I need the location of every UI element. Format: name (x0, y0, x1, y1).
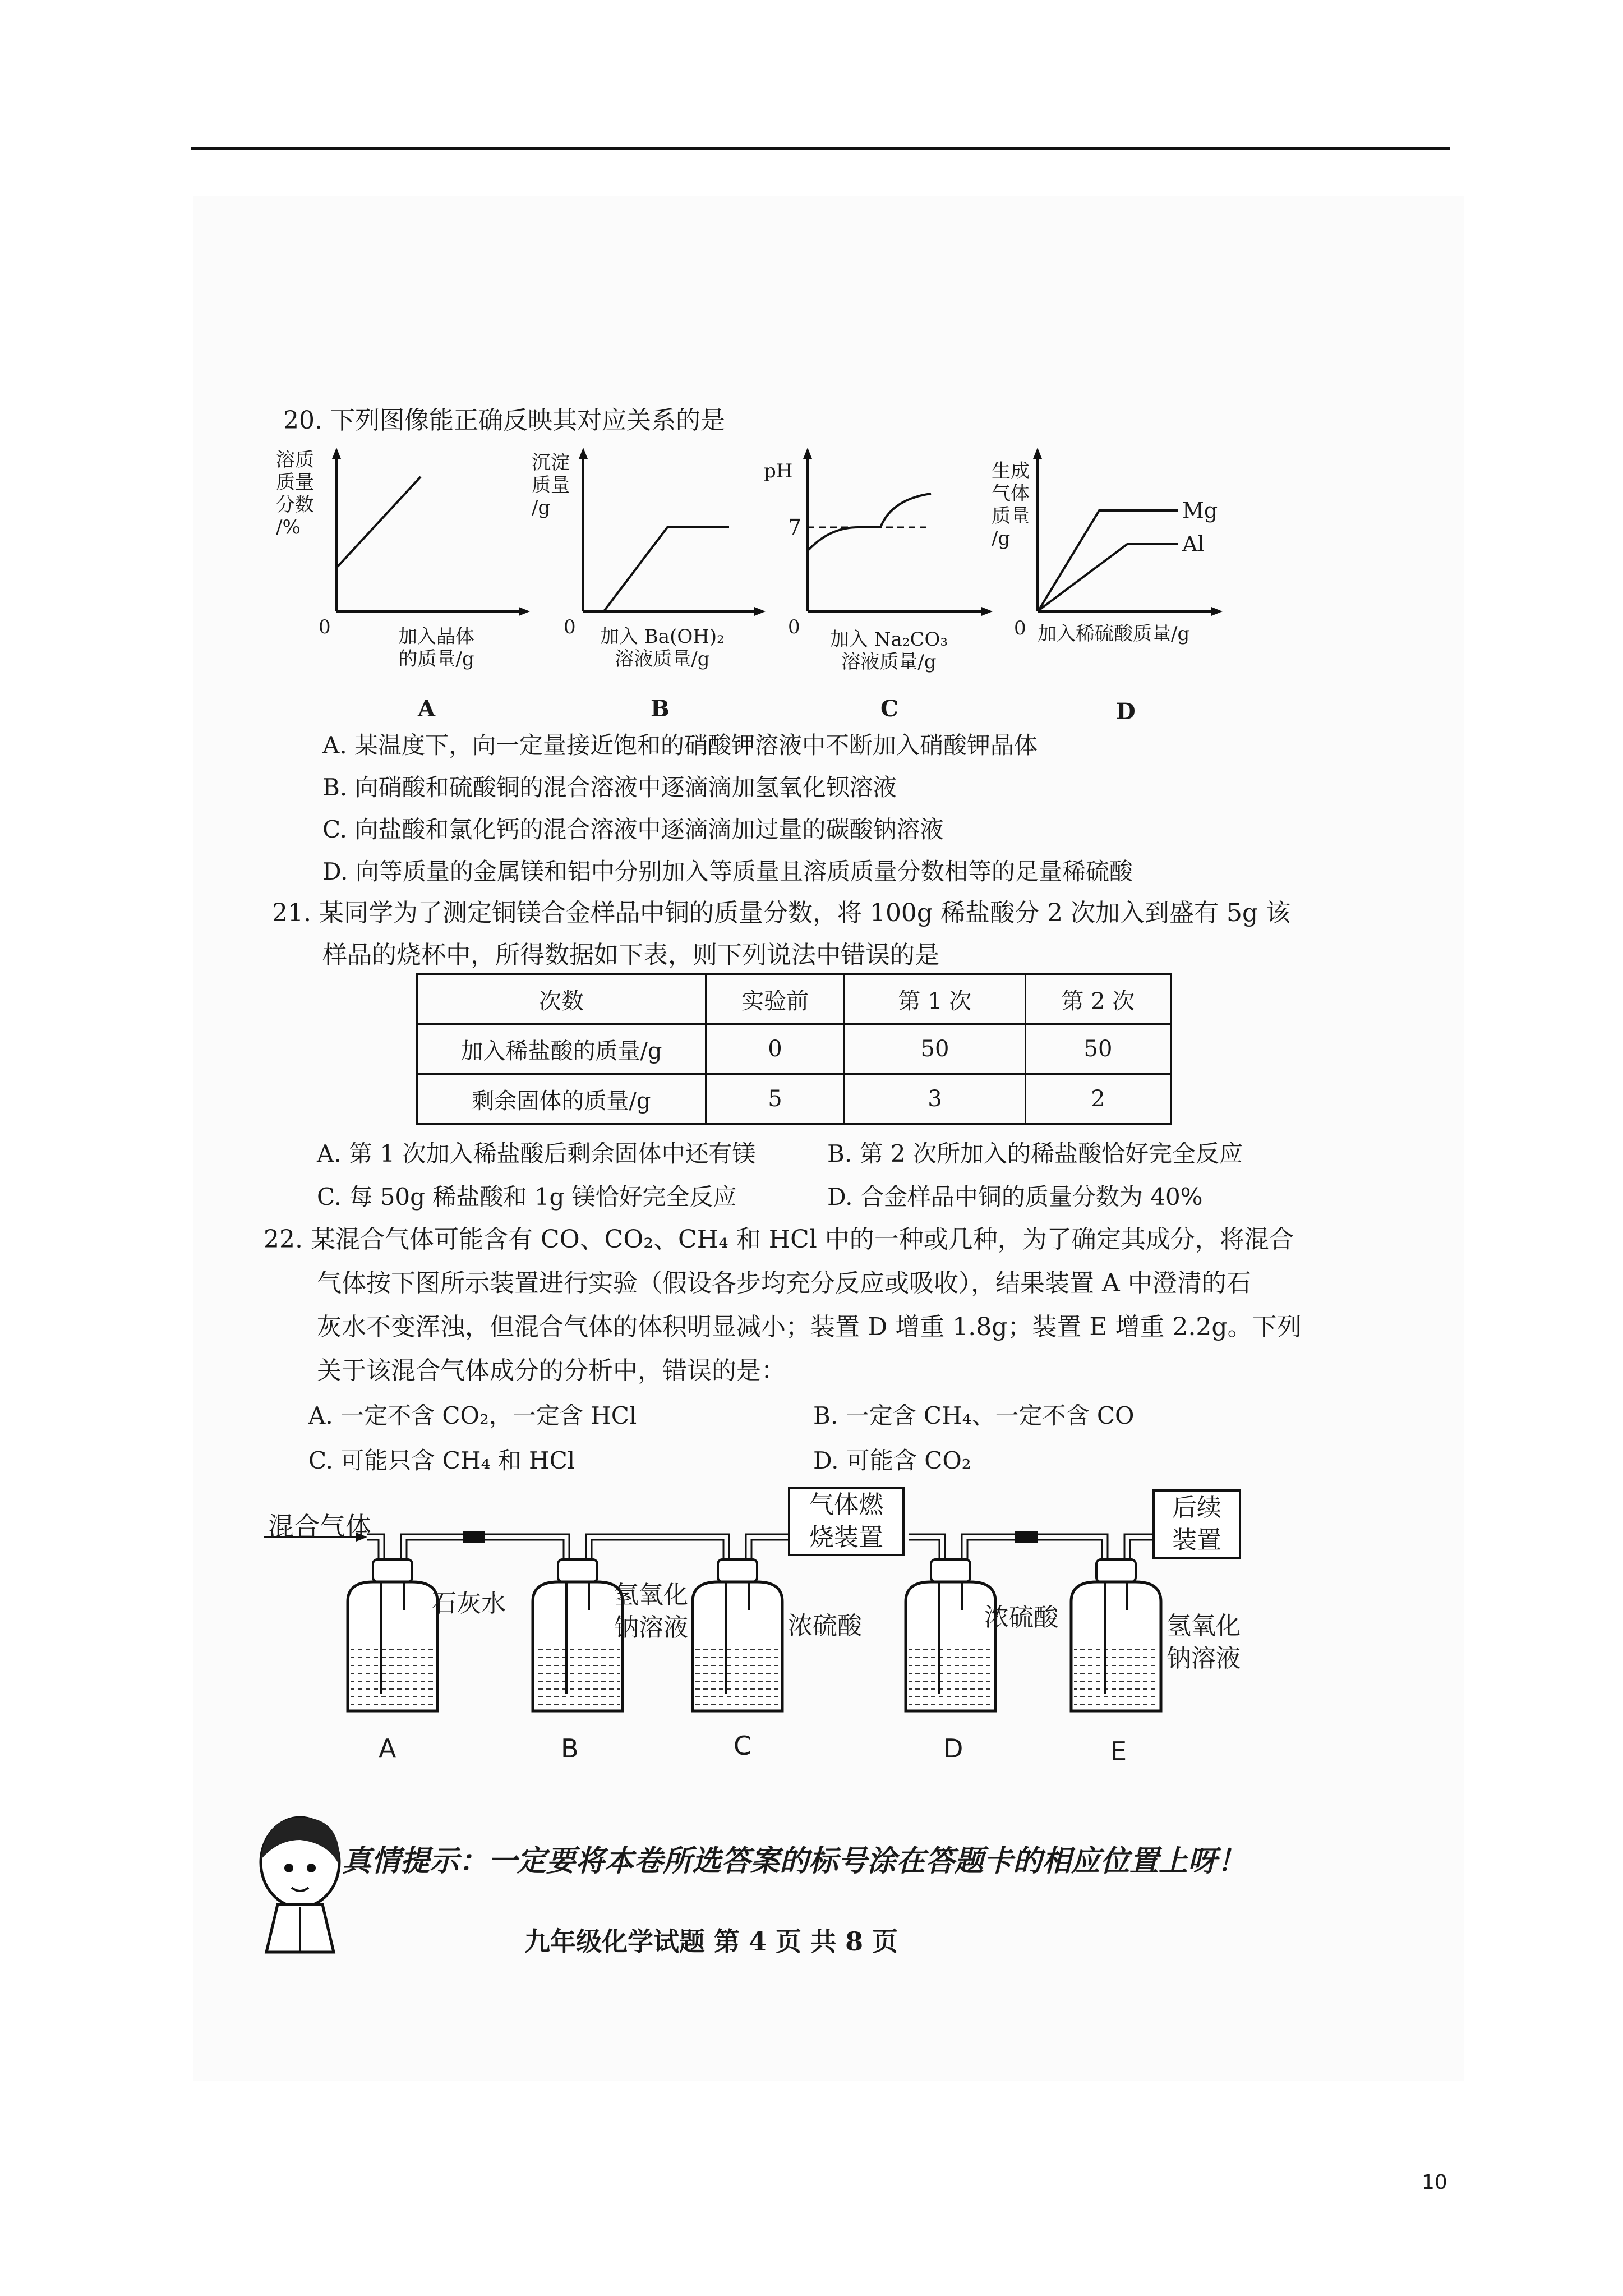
table-header-cell: 第 2 次 (1026, 974, 1171, 1024)
bottle-b-content: 氢氧化 钠溶液 (614, 1581, 688, 1642)
graph-a-xlabel: 加入晶体 的质量/g (398, 625, 474, 670)
graph-c-origin: 0 (788, 616, 800, 638)
q20-stem: 20. 下列图像能正确反映其对应关系的是 (283, 406, 725, 435)
q22-option-d: D. 可能含 CO₂ (813, 1447, 971, 1474)
q21-option-c: C. 每 50g 稀盐酸和 1g 镁恰好完全反应 (317, 1183, 737, 1211)
table-cell: 3 (845, 1074, 1026, 1124)
page-number: 10 (1422, 2171, 1447, 2194)
bottle-a (348, 1559, 437, 1711)
graph-d-label: D (1116, 698, 1136, 725)
graph-b-axes (561, 443, 774, 628)
graph-d-series-al: Al (1182, 532, 1205, 556)
graph-a-label: A (418, 696, 436, 722)
burner-box: 气体燃 烧装置 (788, 1487, 905, 1556)
bottle-e (1071, 1559, 1161, 1711)
page-footer: 九年级化学试题 第 4 页 共 8 页 (524, 1926, 898, 1957)
cartoon-girl-illustration (244, 1809, 356, 1955)
graph-b-origin: 0 (564, 616, 576, 638)
q22-stem-line4: 关于该混合气体成分的分析中，错误的是： (317, 1356, 786, 1385)
table-header-cell: 实验前 (706, 974, 845, 1024)
q22-stem-line2: 气体按下图所示装置进行实验（假设各步均充分反应或吸收），结果装置 A 中澄清的石 (317, 1269, 1251, 1297)
q22-option-b: B. 一定含 CH₄、一定不含 CO (813, 1402, 1135, 1429)
bottle-a-content: 石灰水 (432, 1589, 506, 1618)
bottle-d (906, 1559, 995, 1711)
table-cell: 50 (1026, 1024, 1171, 1074)
header-rule (191, 147, 1450, 150)
table-cell: 50 (845, 1024, 1026, 1074)
graph-c-label: C (880, 696, 898, 722)
q21-option-b: B. 第 2 次所加入的稀盐酸恰好完全反应 (827, 1140, 1243, 1167)
q22-stem-line1: 22. 某混合气体可能含有 CO、CO₂、CH₄ 和 HCl 中的一种或几种，为了确定其成分，将混合 (264, 1225, 1294, 1254)
graph-c-xlabel: 加入 Na₂CO₃ 溶液质量/g (830, 628, 948, 673)
after-device-box: 后续 装置 (1152, 1489, 1241, 1559)
bottle-b-label: B (561, 1733, 579, 1764)
q22-stem-line3: 灰水不变浑浊，但混合气体的体积明显减小；装置 D 增重 1.8g；装置 E 增重 2.2g。下列 (317, 1313, 1302, 1341)
bottle-c (693, 1559, 782, 1711)
graph-a-origin: 0 (319, 616, 331, 638)
graph-b-label: B (651, 696, 670, 722)
graph-c-curve (809, 494, 931, 550)
table-cell: 5 (706, 1074, 845, 1124)
q20-option-c: C. 向盐酸和氯化钙的混合溶液中逐滴滴加过量的碳酸钠溶液 (322, 816, 944, 843)
q20-option-d: D. 向等质量的金属镁和铝中分别加入等质量且溶质质量分数相等的足量稀硫酸 (322, 858, 1133, 885)
tip-text: 真情提示：一定要将本卷所选答案的标号涂在答题卡的相应位置上呀！ (342, 1844, 1247, 1878)
table-cell: 剩余固体的质量/g (417, 1074, 706, 1124)
q20-option-a: A. 某温度下，向一定量接近饱和的硝酸钾溶液中不断加入硝酸钾晶体 (322, 731, 1038, 759)
graph-b-ylabel: 沉淀 质量 /g (532, 452, 570, 519)
bottle-c-label: C (734, 1731, 752, 1761)
table-row (417, 1024, 1171, 1074)
table-header-cell: 第 1 次 (845, 974, 1026, 1024)
q21-stem-line2: 样品的烧杯中，所得数据如下表，则下列说法中错误的是 (322, 941, 939, 969)
q22-option-c: C. 可能只含 CH₄ 和 HCl (308, 1447, 575, 1474)
table-cell: 加入稀盐酸的质量/g (417, 1024, 706, 1074)
table-row (417, 1074, 1171, 1124)
graph-c-ylabel: pH (764, 460, 793, 482)
bottle-e-content: 氢氧化 钠溶液 (1166, 1612, 1241, 1673)
graph-d-series-mg: Mg (1182, 498, 1218, 523)
graph-c-tick7: 7 (788, 515, 802, 540)
graph-a-ylabel: 溶质 质量 分数 /% (276, 449, 314, 539)
inlet-label: 混合气体 (268, 1511, 371, 1542)
table-cell: 2 (1026, 1074, 1171, 1124)
table-header-cell: 次数 (417, 974, 706, 1024)
bottle-a-label: A (379, 1733, 396, 1764)
q21-data-table (416, 973, 1172, 1125)
bottle-d-label: D (943, 1733, 963, 1764)
graph-a-line (338, 477, 421, 567)
q21-option-a: A. 第 1 次加入稀盐酸后剩余固体中还有镁 (317, 1140, 756, 1167)
graph-d-origin: 0 (1014, 617, 1026, 639)
bottle-e-label: E (1110, 1736, 1127, 1766)
bottle-c-content: 浓硫酸 (788, 1612, 862, 1640)
graph-d-ylabel: 生成 气体 质量 /g (992, 460, 1030, 550)
q21-option-d: D. 合金样品中铜的质量分数为 40% (827, 1183, 1203, 1211)
q22-option-a: A. 一定不含 CO₂，一定含 HCl (308, 1402, 637, 1429)
graph-a-axes (314, 443, 538, 628)
q20-option-b: B. 向硝酸和硫酸铜的混合溶液中逐滴滴加氢氧化钡溶液 (322, 774, 897, 801)
table-cell: 0 (706, 1024, 845, 1074)
bottle-b (533, 1559, 623, 1711)
graph-b-line (605, 527, 729, 610)
q21-stem-line1: 21. 某同学为了测定铜镁合金样品中铜的质量分数，将 100g 稀盐酸分 2 次加入到盛有 5g 该 (272, 899, 1291, 927)
graph-b-xlabel: 加入 Ba(OH)₂ 溶液质量/g (600, 625, 725, 670)
graph-d-xlabel: 加入稀硫酸质量/g (1038, 623, 1190, 645)
graph-c-axes (785, 443, 1004, 628)
table-header-row (417, 974, 1171, 1024)
bottle-d-content: 浓硫酸 (984, 1603, 1058, 1632)
